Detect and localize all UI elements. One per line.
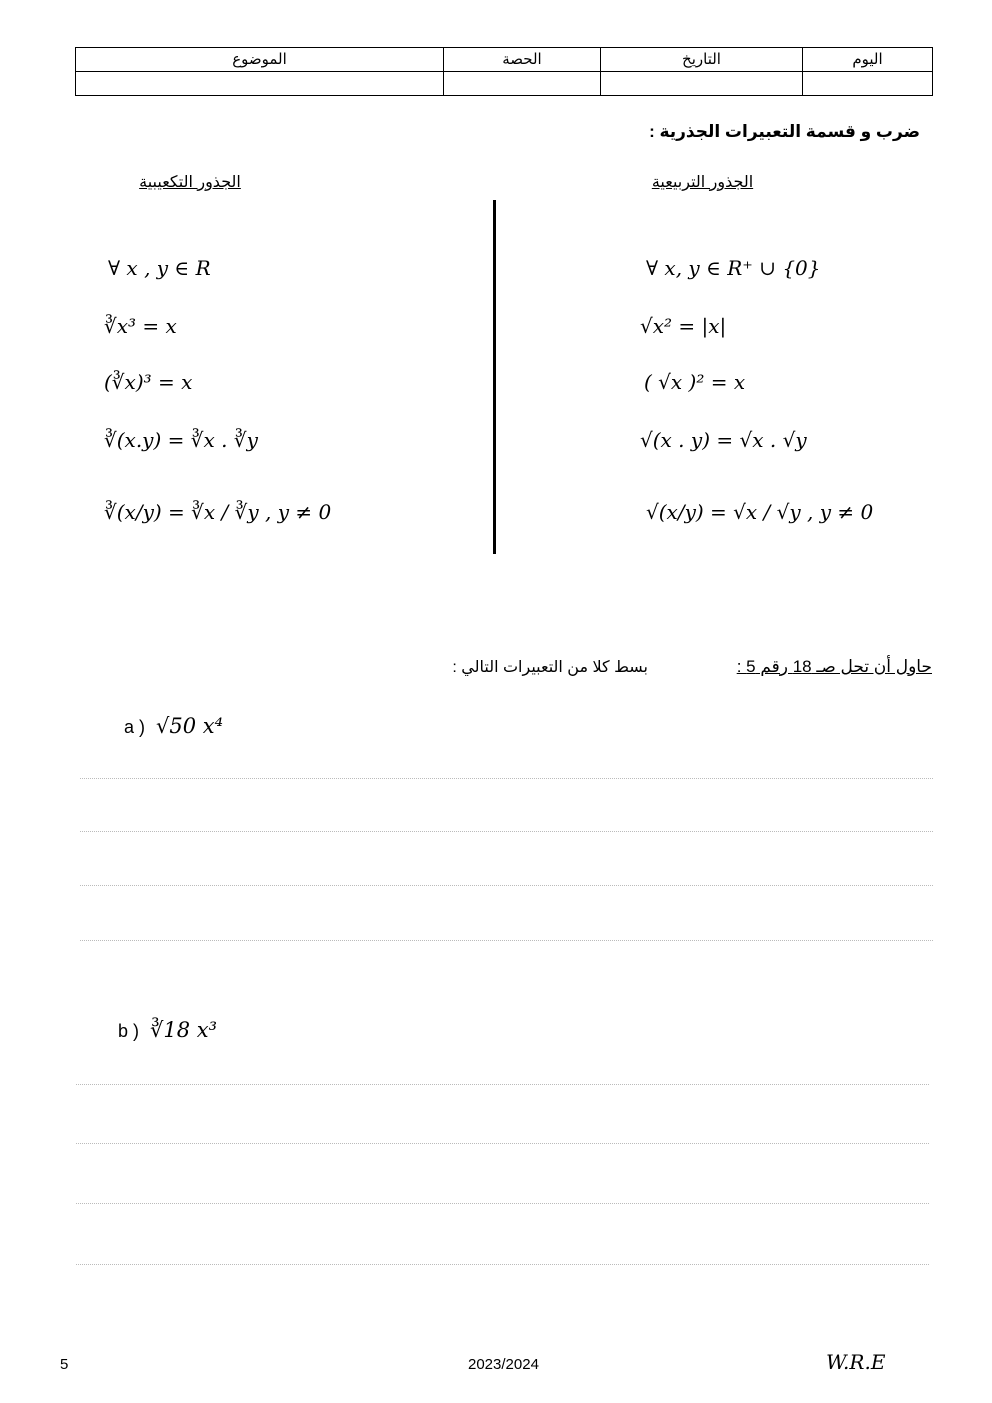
square-roots-heading: الجذور التربيعية <box>651 174 754 191</box>
square-formula-2: ( √x )² = x <box>644 370 746 394</box>
cube-formula-2: (∛x)³ = x <box>104 370 193 394</box>
cube-formula-1: ∛x³ = x <box>104 314 177 338</box>
answer-line[interactable] <box>80 831 933 832</box>
part-b-expression: ∛18 x³ <box>150 1018 218 1042</box>
answer-line[interactable] <box>76 1264 929 1265</box>
school-year: 2023/2024 <box>468 1356 539 1373</box>
header-period: الحصة <box>444 48 601 72</box>
header-day: اليوم <box>803 48 933 72</box>
header-subject: الموضوع <box>76 48 444 72</box>
square-formula-4: √(x/y) = √x / √y , y ≠ 0 <box>646 500 874 524</box>
column-divider <box>493 200 496 554</box>
answer-line[interactable] <box>76 1143 929 1144</box>
section-title: ضرب و قسمة التعبيرات الجذرية : <box>649 122 920 141</box>
part-b <box>118 1018 217 1042</box>
header-subject-cell[interactable] <box>76 72 444 96</box>
exercise-reference: حاول أن تحل صـ 18 رقم 5 : <box>736 657 932 676</box>
square-formula-3: √(x . y) = √x . √y <box>640 428 807 452</box>
answer-line[interactable] <box>80 778 933 779</box>
header-date: التاريخ <box>601 48 803 72</box>
cube-domain: ∀ x , y ∈ R <box>108 256 211 280</box>
square-formula-1: √x² = |x| <box>640 314 727 338</box>
header-period-cell[interactable] <box>444 72 601 96</box>
header-date-cell[interactable] <box>601 72 803 96</box>
part-a-label: a ) <box>124 717 146 737</box>
answer-line[interactable] <box>80 885 933 886</box>
header-day-cell[interactable] <box>803 72 933 96</box>
header-table <box>75 47 933 96</box>
author-initials: W.R.E <box>826 1350 886 1374</box>
page-number: 5 <box>60 1356 69 1373</box>
part-a-expression: √50 x⁴ <box>156 714 224 738</box>
square-domain: ∀ x, y ∈ R⁺ ∪ {0} <box>646 256 821 280</box>
exercise-instruction: بسط كلا من التعبيرات التالي : <box>452 659 648 676</box>
cube-formula-4: ∛(x/y) = ∛x / ∛y , y ≠ 0 <box>104 500 332 524</box>
answer-line[interactable] <box>76 1084 929 1085</box>
answer-line[interactable] <box>80 940 933 941</box>
part-b-label: b ) <box>118 1021 140 1041</box>
answer-line[interactable] <box>76 1203 929 1204</box>
part-a <box>124 714 223 738</box>
cube-formula-3: ∛(x.y) = ∛x . ∛y <box>104 428 258 452</box>
cube-roots-heading: الجذور التكعيبية <box>139 174 241 191</box>
